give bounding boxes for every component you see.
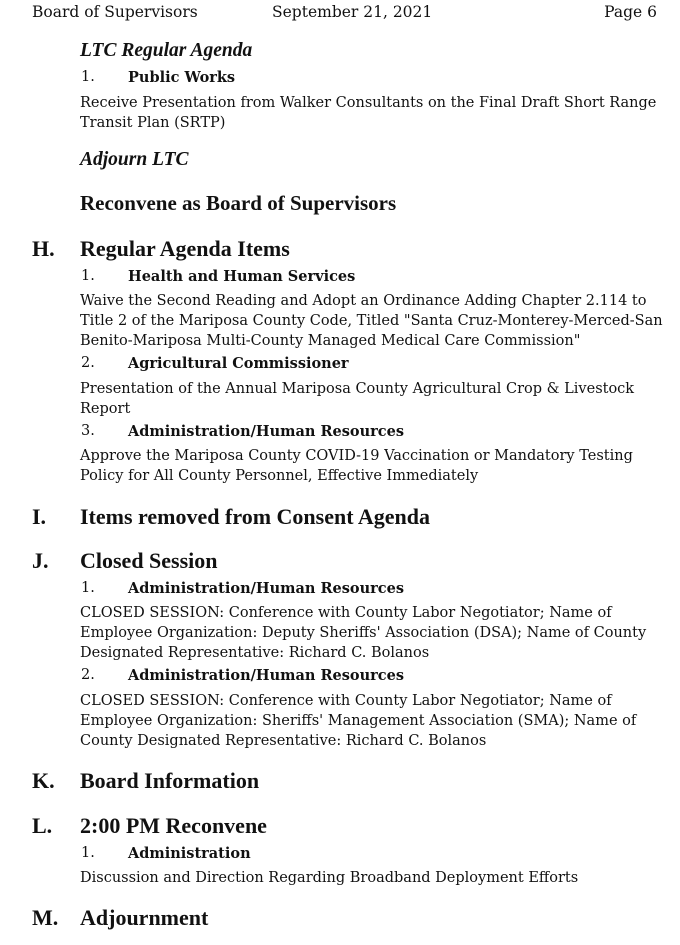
section-letter: K.: [32, 768, 55, 793]
header-date: September 21, 2021: [272, 3, 433, 21]
item-description: [80, 93, 660, 133]
item-department: Public Works: [128, 69, 236, 86]
item-number: 2.: [81, 355, 95, 371]
item-description: [80, 446, 660, 486]
description-line: Title 2 of the Mariposa County Code, Titled "Santa Cruz-Monterey-Merced-San: [80, 313, 663, 329]
description-line: County Designated Representative: Richard C. Bolanos: [80, 733, 487, 749]
reconvene-heading: Reconvene as Board of Supervisors: [80, 191, 397, 215]
ltc-adjourn: Adjourn LTC: [80, 149, 189, 170]
description-line: Designated Representative: Richard C. Bolanos: [80, 645, 430, 661]
description-line: Policy for All County Personnel, Effective Immediately: [80, 468, 479, 484]
item-description: [80, 379, 660, 419]
item-description: [80, 868, 660, 888]
section-letter: L.: [32, 813, 53, 838]
ltc-heading: LTC Regular Agenda: [80, 40, 253, 61]
item-description: [80, 691, 660, 751]
section-title: Adjournment: [80, 905, 209, 930]
item-number: 2.: [81, 667, 95, 683]
description-line: Report: [80, 401, 131, 417]
item-department: Administration/Human Resources: [128, 580, 404, 597]
item-department: Agricultural Commissioner: [128, 355, 349, 372]
description-line: Employee Organization: Sheriffs' Management Association (SMA); Name of: [80, 713, 637, 729]
description-line: Benito-Mariposa Multi-County Managed Medical Care Commission": [80, 333, 581, 349]
page-header: [0, 3, 680, 23]
item-number: 1.: [81, 845, 95, 861]
section-title: Board Information: [80, 768, 260, 793]
section-title: 2:00 PM Reconvene: [80, 813, 267, 838]
item-department: Health and Human Services: [128, 268, 356, 285]
description-line: Waive the Second Reading and Adopt an Ordinance Adding Chapter 2.114 to: [80, 293, 647, 309]
item-number: 1.: [81, 268, 95, 284]
item-description: [80, 603, 660, 663]
header-board-name: Board of Supervisors: [32, 3, 198, 21]
header-page-number: Page 6: [604, 3, 657, 21]
item-department: Administration/Human Resources: [128, 667, 404, 684]
section-title: Regular Agenda Items: [80, 236, 290, 261]
item-number: 1.: [81, 580, 95, 596]
item-number: 3.: [81, 423, 95, 439]
item-description: [80, 291, 663, 351]
description-line: Transit Plan (SRTP): [80, 115, 226, 131]
section-letter: H.: [32, 236, 55, 261]
section-letter: J.: [32, 548, 49, 573]
description-line: Discussion and Direction Regarding Broadband Deployment Efforts: [80, 870, 579, 886]
description-line: Receive Presentation from Walker Consultants on the Final Draft Short Range: [80, 95, 657, 111]
description-line: Approve the Mariposa County COVID-19 Vaccination or Mandatory Testing: [80, 448, 633, 464]
section-title: Items removed from Consent Agenda: [80, 504, 430, 529]
description-line: Presentation of the Annual Mariposa County Agricultural Crop & Livestock: [80, 381, 635, 397]
description-line: CLOSED SESSION: Conference with County Labor Negotiator; Name of: [80, 605, 612, 621]
item-department: Administration: [128, 845, 251, 862]
description-line: CLOSED SESSION: Conference with County Labor Negotiator; Name of: [80, 693, 612, 709]
item-number: 1.: [81, 69, 95, 85]
description-line: Employee Organization: Deputy Sheriffs' Association (DSA); Name of County: [80, 625, 647, 641]
item-department: Administration/Human Resources: [128, 423, 404, 440]
section-title: Closed Session: [80, 548, 218, 573]
section-letter: M.: [32, 905, 59, 930]
section-letter: I.: [32, 504, 47, 529]
